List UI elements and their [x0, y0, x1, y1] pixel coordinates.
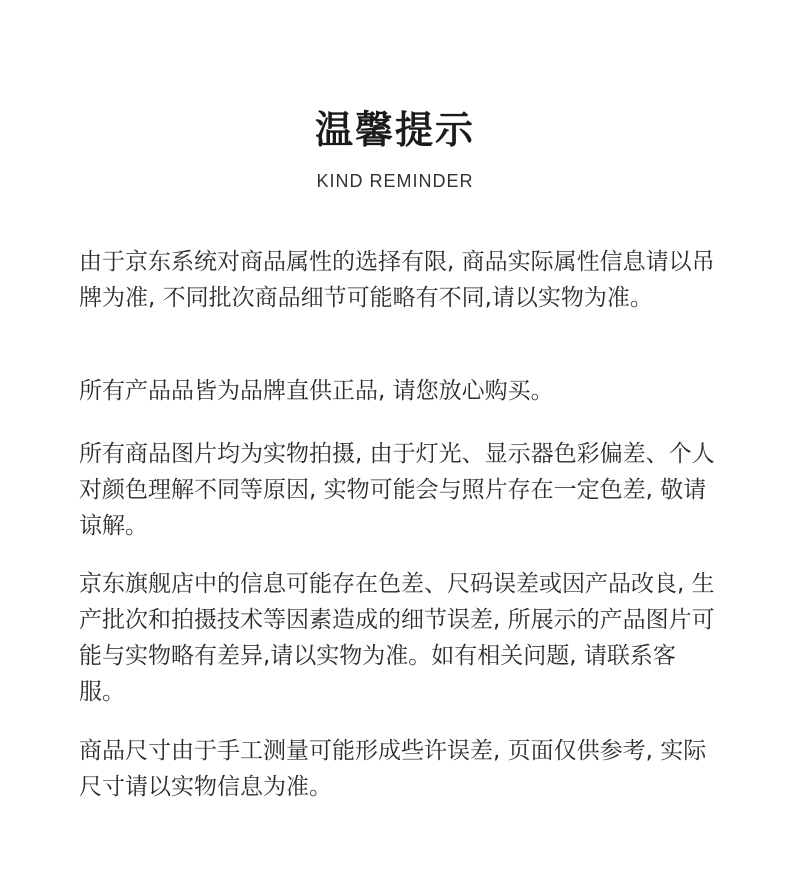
notice-paragraph-attributes: 由于京东系统对商品属性的选择有限, 商品实际属性信息请以吊牌为准, 不同批次商品细节可能略有不同,请以实物为准。: [79, 249, 715, 311]
notice-paragraph-size-measurement: 商品尺寸由于手工测量可能形成些许误差, 页面仅供参考, 实际尺寸请以实物信息为准。: [79, 738, 707, 800]
page-subtitle: KIND REMINDER: [316, 171, 474, 191]
page-title: 温馨提示: [314, 108, 475, 152]
notice-paragraph-color-difference: 所有商品图片均为实物拍摄, 由于灯光、显示器色彩偏差、个人对颜色理解不同等原因, 实物可能会与照片存在一定色差, 敬请谅解。: [79, 441, 715, 539]
notice-paragraph-authentic: 所有产品品皆为品牌直供正品, 请您放心购买。: [79, 378, 554, 404]
notice-paragraph-info-discrepancy: 京东旗舰店中的信息可能存在色差、尺码误差或因产品改良, 生产批次和拍摄技术等因素造成的细节误差, 所展示的产品图片可能与实物略有差异,请以实物为准。如有相关问题, 请联系客服。: [79, 571, 715, 705]
